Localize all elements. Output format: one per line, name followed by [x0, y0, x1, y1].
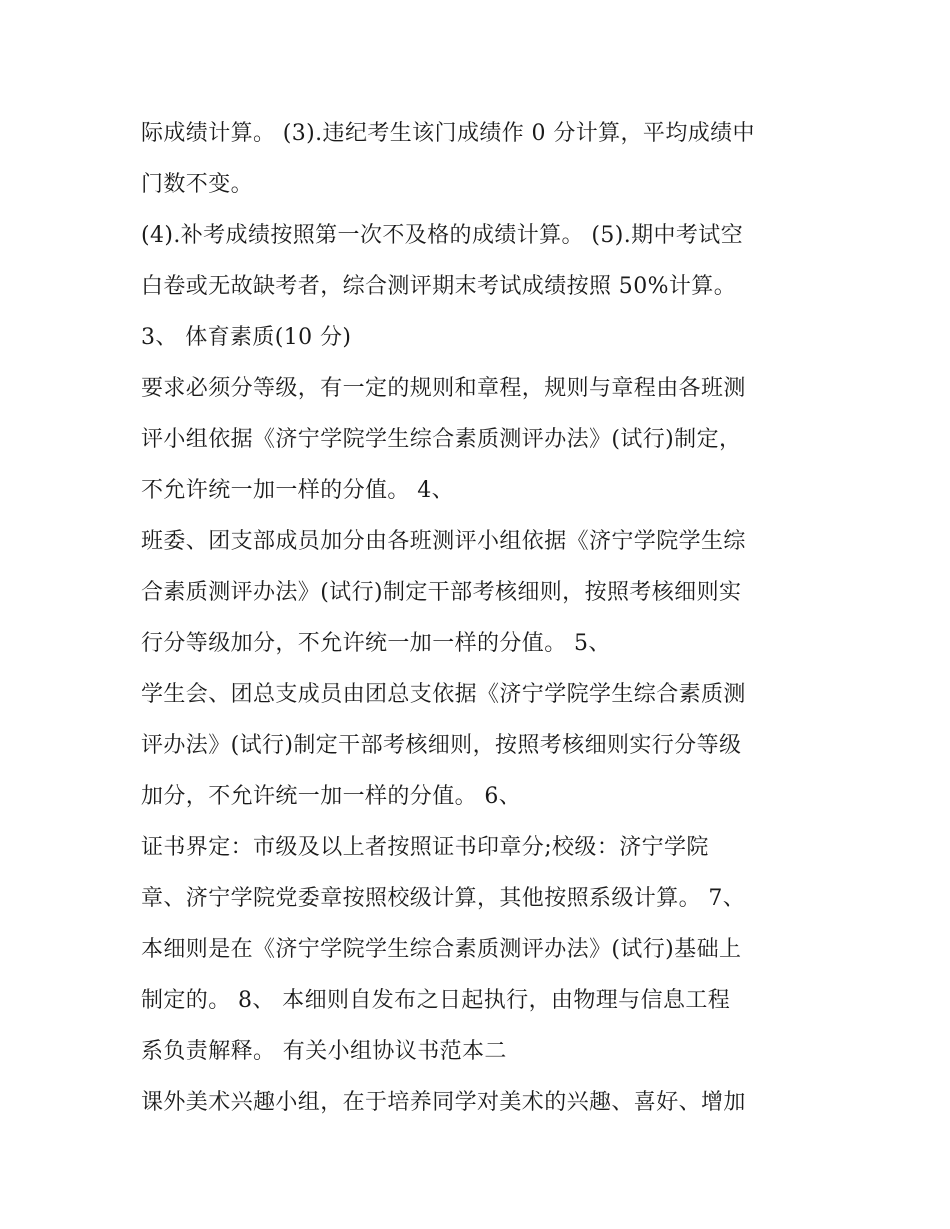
text-line: 不允许统一加一样的分值。 4、 — [141, 478, 454, 503]
text-line: 合素质测评办法》(试行)制定干部考核细则，按照考核细则实 — [141, 580, 742, 605]
text-line: 证书界定：市级及以上者按照证书印章分;校级：济宁学院 — [141, 835, 709, 860]
text-line: 门数不变。 — [141, 172, 254, 197]
text-line: 要求必须分等级，有一定的规则和章程，规则与章程由各班测 — [141, 376, 746, 401]
text-line: 白卷或无故缺考者，综合测评期末考试成绩按照 50%计算。 — [141, 274, 737, 299]
text-line: 制定的。 8、 本细则自发布之日起执行，由物理与信息工程 — [141, 988, 731, 1013]
text-line: 章、济宁学院党委章按照校级计算，其他按照系级计算。 7、 — [141, 886, 746, 911]
text-line: 学生会、团总支成员由团总支依据《济宁学院学生综合素质测 — [141, 682, 746, 707]
text-line: 行分等级加分，不允许统一加一样的分值。 5、 — [141, 631, 611, 656]
text-line: 班委、团支部成员加分由各班测评小组依据《济宁学院学生综 — [141, 529, 746, 554]
text-line: (4).补考成绩按照第一次不及格的成绩计算。 (5).期中考试空 — [141, 223, 744, 248]
text-line: 际成绩计算。 (3).违纪考生该门成绩作 0 分计算，平均成绩中 — [141, 121, 755, 146]
text-line: 课外美术兴趣小组，在于培养同学对美术的兴趣、喜好、增加 — [141, 1090, 746, 1115]
text-line: 评办法》(试行)制定干部考核细则，按照考核细则实行分等级 — [141, 733, 742, 758]
document-body — [141, 108, 821, 1128]
text-line: 加分，不允许统一加一样的分值。 6、 — [141, 784, 522, 809]
text-line: 评小组依据《济宁学院学生综合素质测评办法》(试行)制定， — [141, 427, 742, 452]
section-heading: 3、 体育素质(10 分) — [141, 325, 352, 350]
text-line: 系负责解释。 有关小组协议书范本二 — [141, 1039, 507, 1064]
text-line: 本细则是在《济宁学院学生综合素质测评办法》(试行)基础上 — [141, 937, 742, 962]
